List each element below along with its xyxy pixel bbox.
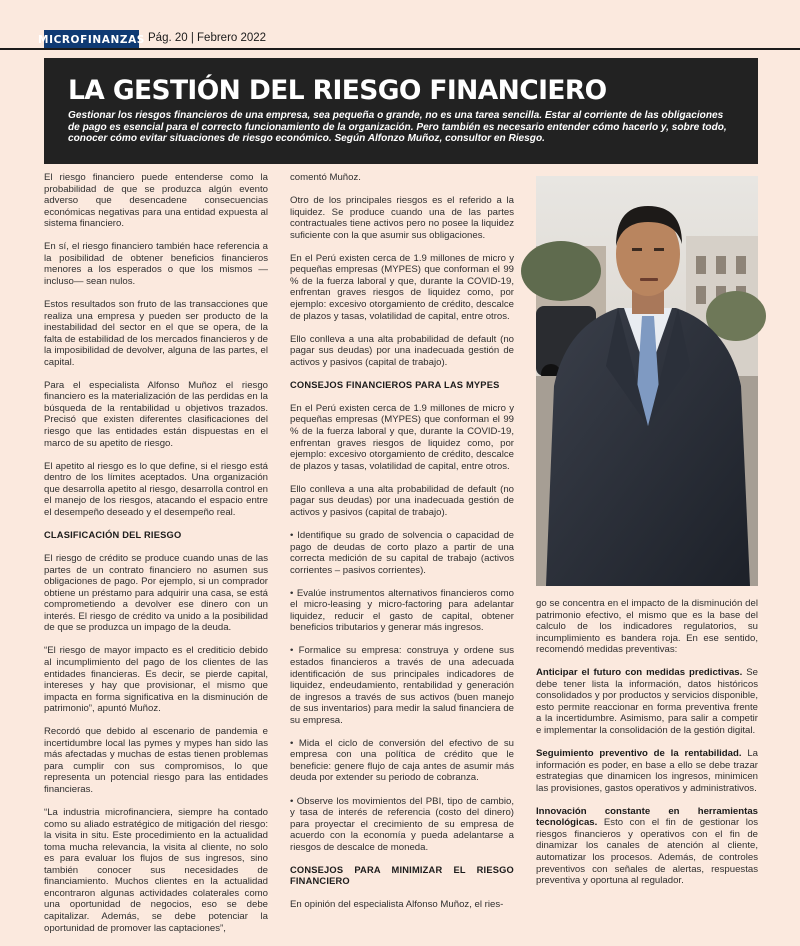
paragraph: Ello conlleva a una alta probabilidad de default (no pagar sus deudas) por una inadecuada gestión de activos y pasivos (capital de trabajo). — [290, 483, 514, 518]
paragraph: Otro de los principales riesgos es el referido a la liquidez. Se produce cuando una de las partes contractuales tiene activos pero no posee la liquidez suficiente con la que asumir sus obligaciones. — [290, 195, 514, 241]
article-lead: Gestionar los riesgos financieros de una empresa, sea pequeña o grande, no es una tarea sencilla. Estar al corriente de las obligaciones de pago es esencial para el correcto funcionamiento de la organización. Pero también es necesario entender cómo hacerlo y, sobre todo, conocer cómo evitar situaciones de riesgo económico. Según Alfonzo Muñoz, consultor en Riesgo. — [68, 110, 727, 145]
portrait-illustration — [536, 176, 758, 586]
bullet-item: • Mida el ciclo de conversión del efectivo de su empresa con una política de crédito que le beneficie: genere flujo de caja antes de asumir más deuda por extender su periodo de cobranza. — [290, 737, 514, 784]
paragraph: El riesgo de crédito se produce cuando unas de las partes de un contrato financiero no asumen sus obligaciones de pago. Por ejemplo, si un comprador obtiene un préstamo para adquirir una casa, se está comprometiendo a devolver ese dinero con un interés. El riesgo de crédito va unido a la posibilidad de que se produzca un impago de la deuda. — [44, 553, 268, 634]
bullet-item: • Evalúe instrumentos alternativos financieros como el micro-leasing y micro-factoring para adelantar liquidez, reducir el gasto de capital, obtener beneficios tributarios y generar más ingresos. — [290, 587, 514, 634]
page-header — [0, 24, 800, 50]
bold-lead: Anticipar el futuro con medidas predictivas. — [536, 667, 743, 679]
article-column-3 — [536, 598, 758, 898]
section-heading: CONSEJOS PARA MINIMIZAR EL RIESGO FINANCIERO — [290, 864, 514, 887]
paragraph: go se concentra en el impacto de la disminución del patrimonio efectivo, el mismo que es la base del calculo de los indicadores regulatorios, su incumplimiento es bandera roja. En ese sentido, recomendó medidas preventivas: — [536, 598, 758, 656]
section-badge: MICROFINANZAS — [44, 30, 139, 50]
paragraph: El apetito al riesgo es lo que define, si el riesgo está dentro de los límites aceptados. Una organización que desarrolla apetito al riesgo, desarrolla control en el manejo de los riesgos, atacando el espacio entre el desempeño deseado y el desempeño real. — [44, 460, 268, 518]
paragraph: En opinión del especialista Alfonso Muñoz, el ries- — [290, 899, 504, 911]
paragraph-text: La información es poder, en base a ello se debe trazar estrategias que dinamicen los ingresos, minimicen las provisiones, gastos operativos y administrativos. — [536, 748, 759, 794]
paragraph: “La industria microfinanciera, siempre ha contado como su aliado estratégico de mitigación del riesgo: la visita in situ. Este procedimiento en la actualidad toma mucha relevancia, la visita al cliente, no solo es para evaluar los flujos de sus ingresos, sino también conocer sus necesidades de financiamiento. Muchos clientes en la actualidad encontraron algunas actividades colaterales como una oportunidad de negocios, eso se debe capitalizar. Además, se debe potenciar la oportunidad de promover las captaciones”, — [44, 807, 268, 934]
paragraph: En el Perú existen cerca de 1.9 millones de micro y pequeñas empresas (MYPES) que conforman el 99 % de la fuerza laboral y que, durante la COVID-19, enfrentan graves riesgos de liquidez como, por ejemplo: excesivo otorgamiento de crédito, descalce de plazos y tasas, volatilidad de capital, entre otros. — [290, 402, 514, 472]
paragraph: Recordó que debido al escenario de pandemia e incertidumbre local las pymes y mypes han sido las más afectadas y muchas de estas tienen problemas para cumplir con sus compromisos, lo que representa un potencial riesgo para las entidades financieras. — [44, 726, 268, 795]
paragraph: Para el especialista Alfonso Muñoz el riesgo financiero es la materialización de las perdidas en la búsqueda de la rentabilidad u objetivos trazados. Precisó que existen diferentes clasificaciones del riesgo que las entidades están dispuestas en el marco de su apetito de riesgo. — [44, 379, 268, 449]
page-info: Pág. 20 | Febrero 2022 — [148, 32, 267, 44]
section-heading: CLASIFICACIÓN DEL RIESGO — [44, 529, 182, 540]
article-column-2 — [290, 172, 514, 923]
paragraph: En sí, el riesgo financiero también hace referencia a la posibilidad de obtener beneficios financieros menores a los esperados o que los mismos —incluso— sean nulos. — [44, 241, 268, 287]
paragraph — [536, 667, 758, 736]
article-column-1 — [44, 172, 268, 946]
portrait-photo — [536, 176, 758, 586]
paragraph: comentó Muñoz. — [290, 172, 361, 183]
paragraph — [536, 748, 758, 794]
article-hero — [44, 58, 758, 164]
paragraph: En el Perú existen cerca de 1.9 millones de micro y pequeñas empresas (MYPES) que conforman el 99 % de la fuerza laboral y que, durante la COVID-19, enfrentan graves riesgos de liquidez como, por ejemplo: excesivo otorgamiento de crédito, descalce de plazos y tasas, volatilidad de capital, entre otros. — [290, 252, 514, 322]
header-rule — [0, 48, 800, 50]
bullet-item: • Identifique su grado de solvencia o capacidad de pago de deudas de corto plazo a partir de una correcta medición de su capital de trabajo (activos corrientes – pasivos corrientes). — [290, 529, 514, 576]
bold-lead: Seguimiento preventivo de la rentabilidad. — [536, 748, 742, 760]
bullet-item: • Observe los movimientos del PBI, tipo de cambio, y tasa de interés de referencia (costo del dinero) para proyectar el crecimiento de su empresa de acuerdo con la economía y pueda adelantarse a riesgos de descalce de moneda. — [290, 795, 514, 853]
paragraph: El riesgo financiero puede entenderse como la probabilidad de que se produzca algún evento adverso que desencadene consecuencias económicas negativas para una entidad expuesta al sistema financiero. — [44, 172, 268, 230]
article-title: LA GESTIÓN DEL RIESGO FINANCIERO — [68, 75, 607, 106]
paragraph — [536, 806, 758, 887]
paragraph: “El riesgo de mayor impacto es el crediticio debido al incumplimiento del pago de los clientes de las entidades financieras. Es decir, se pierde capital, intereses y hay que provisionar, el mismo que impacta en forma significativa en la disminución de patrimonio”, apuntó Muñoz. — [44, 645, 268, 715]
bullet-item: • Formalice su empresa: construya y ordene sus estados financieros a través de una adecuada identificación de sus principales indicadores de liquidez, endeudamiento, rentabilidad y generación de ingresos a través de sus activos (buen manejo de sus inventarios) para medir la salud financiera de su empresa. — [290, 645, 514, 726]
paragraph-text: Esto con el fin de gestionar los riesgos financieros y operativos con el fin de dinamizar los canales de atención al cliente, automatizar los procesos. Además, de controles preventivos con señales de alertas, respuestas preventiva y oportuna al regulador. — [536, 817, 758, 887]
bold-lead: Innovación constante en herramientas tecnológicas. — [536, 805, 758, 829]
paragraph: Ello conlleva a una alta probabilidad de default (no pagar sus deudas) por una inadecuada gestión de activos y pasivos (capital de trabajo). — [290, 333, 514, 368]
section-heading: CONSEJOS FINANCIEROS PARA LAS MYPES — [290, 379, 500, 390]
paragraph: Estos resultados son fruto de las transacciones que realiza una empresa y pueden ser producto de la inestabilidad del sector en el que se opera, de la falta de estabilidad de los mercados financieros y de la imposibilidad de devolver, alguna de las partes, el capital. — [44, 299, 268, 368]
paragraph-text: Se debe tener lista la información, datos históricos consolidados y por productos y servicios disponible, esto permite reaccionar en forma preventiva frente a la incertidumbre. Asimismo, para salir a competir e implementar la consolidación de la gestión digital. — [536, 667, 758, 737]
